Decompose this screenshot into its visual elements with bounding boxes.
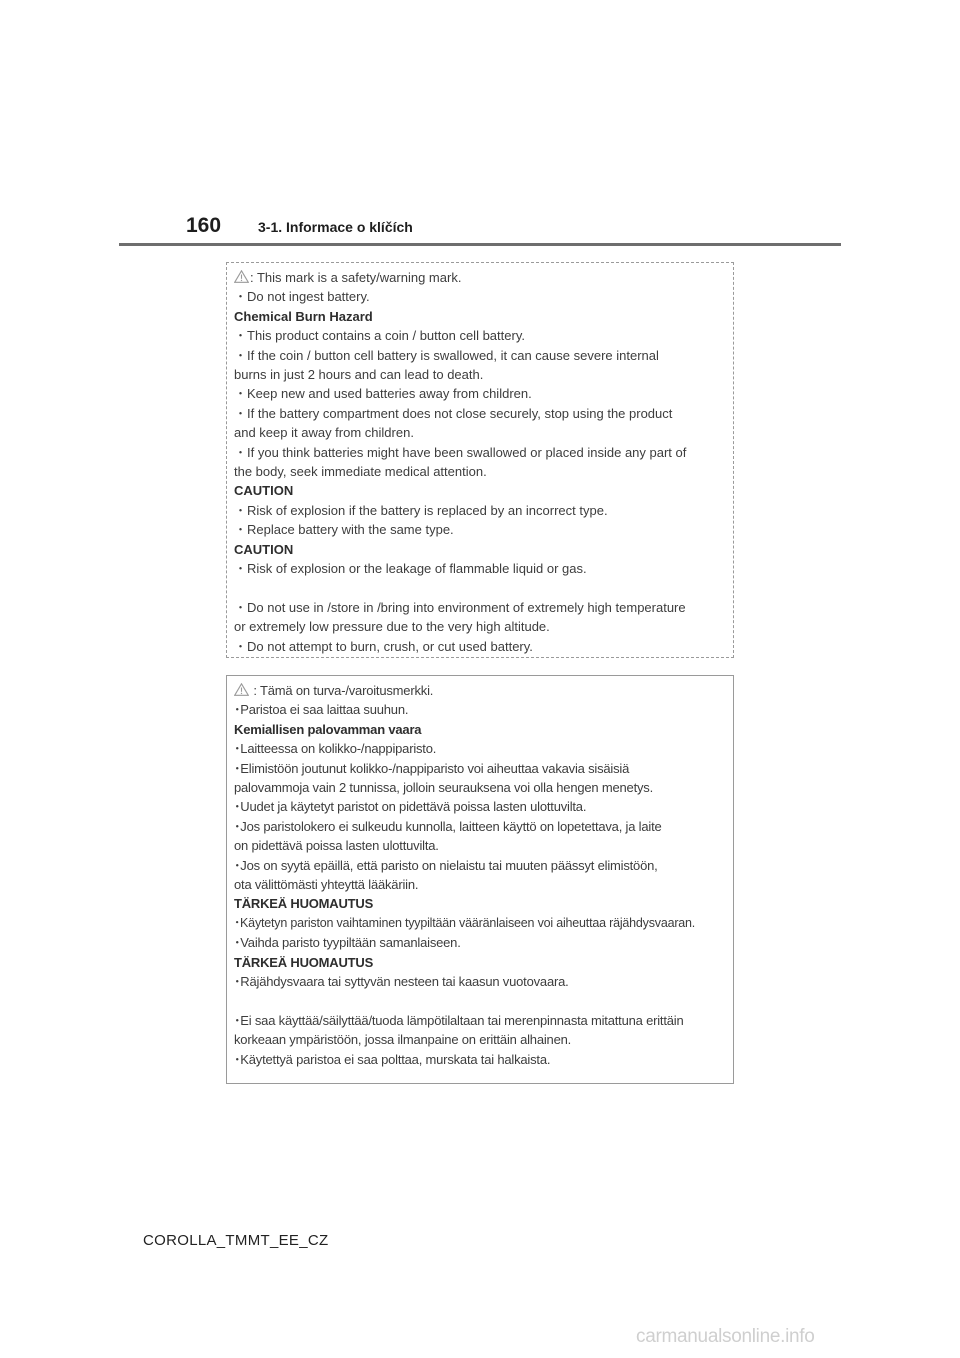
warning-line [234, 268, 727, 287]
list-item-continuation: korkeaan ympäristöön, jossa ilmanpaine on erittäin alhainen. [234, 1032, 572, 1048]
blank-line [234, 579, 727, 598]
warning-box-english [226, 262, 734, 658]
list-item: ･Jos on syytä epäillä, että paristo on nielaistu tai muuten päässyt elimistöön, [234, 857, 658, 873]
list-item: ・If you think batteries might have been swallowed or placed inside any part of [234, 444, 687, 460]
list-item: ・If the battery compartment does not close securely, stop using the product [234, 405, 673, 421]
list-item: ･Uudet ja käytetyt paristot on pidettävä poissa lasten ulottuvilta. [234, 799, 587, 815]
list-item: ・This product contains a coin / button cell battery. [234, 328, 525, 344]
list-item: ・Replace battery with the same type. [234, 522, 454, 538]
list-item: ･Käytetyn pariston vaihtaminen tyypiltään vääränlaiseen voi aiheuttaa räjähdysvaaran. [234, 915, 696, 930]
list-item: ･Vaihda paristo tyypiltään samanlaiseen. [234, 935, 461, 951]
warning-line [234, 681, 727, 700]
subheading: Kemiallisen palovamman vaara [234, 721, 422, 737]
list-item: ･Ei saa käyttää/säilyttää/tuoda lämpötilaltaan tai merenpinnasta mitattuna erittäin [234, 1012, 684, 1028]
list-item: ・If the coin / button cell battery is swallowed, it can cause severe internal [234, 347, 659, 363]
list-item: ･Elimistöön joutunut kolikko-/nappiparisto voi aiheuttaa vakavia sisäisiä [234, 760, 630, 776]
subheading: Chemical Burn Hazard [234, 308, 373, 324]
list-item-continuation: ota välittömästi yhteyttä lääkäriin. [234, 877, 419, 893]
warning-triangle-icon [234, 269, 249, 282]
caution-heading: CAUTION [234, 541, 294, 557]
list-item: ・Risk of explosion if the battery is replaced by an incorrect type. [234, 502, 608, 518]
list-item: ・Do not ingest battery. [234, 289, 370, 305]
list-item-continuation: the body, seek immediate medical attention. [234, 464, 487, 480]
list-item-continuation: and keep it away from children. [234, 425, 414, 441]
footer-model-code: COROLLA_TMMT_EE_CZ [143, 1232, 329, 1249]
list-item-continuation: burns in just 2 hours and can lead to death. [234, 367, 484, 383]
caution-heading: TÄRKEÄ HUOMAUTUS [234, 954, 374, 970]
list-item: ・Keep new and used batteries away from children. [234, 386, 532, 402]
line-text: : This mark is a safety/warning mark. [250, 270, 462, 285]
warning-box-finnish [226, 675, 734, 1084]
list-item: ・Do not attempt to burn, crush, or cut used battery. [234, 638, 533, 654]
warning-triangle-icon [234, 682, 249, 695]
list-item: ･Käytettyä paristoa ei saa polttaa, murskata tai halkaista. [234, 1051, 551, 1067]
line-text: : Tämä on turva-/varoitusmerkki. [250, 683, 434, 698]
header-rule [119, 243, 841, 246]
list-item: ・Risk of explosion or the leakage of flammable liquid or gas. [234, 561, 587, 577]
list-item-continuation: on pidettävä poissa lasten ulottuvilta. [234, 838, 439, 854]
page-number: 160 [186, 214, 222, 237]
list-item: ･Jos paristolokero ei sulkeudu kunnolla, laitteen käyttö on lopetettava, ja laite [234, 818, 662, 834]
list-item: ･Paristoa ei saa laittaa suuhun. [234, 702, 409, 718]
list-item-continuation: or extremely low pressure due to the very high altitude. [234, 619, 550, 635]
list-item: ・Do not use in /store in /bring into environment of extremely high temperature [234, 599, 686, 615]
watermark: carmanualsonline.info [636, 1326, 815, 1347]
list-item: ･Laitteessa on kolikko-/nappiparisto. [234, 741, 437, 757]
list-item-continuation: palovammoja vain 2 tunnissa, jolloin seurauksena voi olla hengen menetys. [234, 780, 653, 796]
blank-line [234, 992, 727, 1011]
section-title: 3-1. Informace o klíčích [258, 219, 413, 235]
caution-heading: CAUTION [234, 483, 294, 499]
caution-heading: TÄRKEÄ HUOMAUTUS [234, 896, 374, 912]
list-item: ･Räjähdysvaara tai syttyvän nesteen tai kaasun vuotovaara. [234, 974, 569, 990]
